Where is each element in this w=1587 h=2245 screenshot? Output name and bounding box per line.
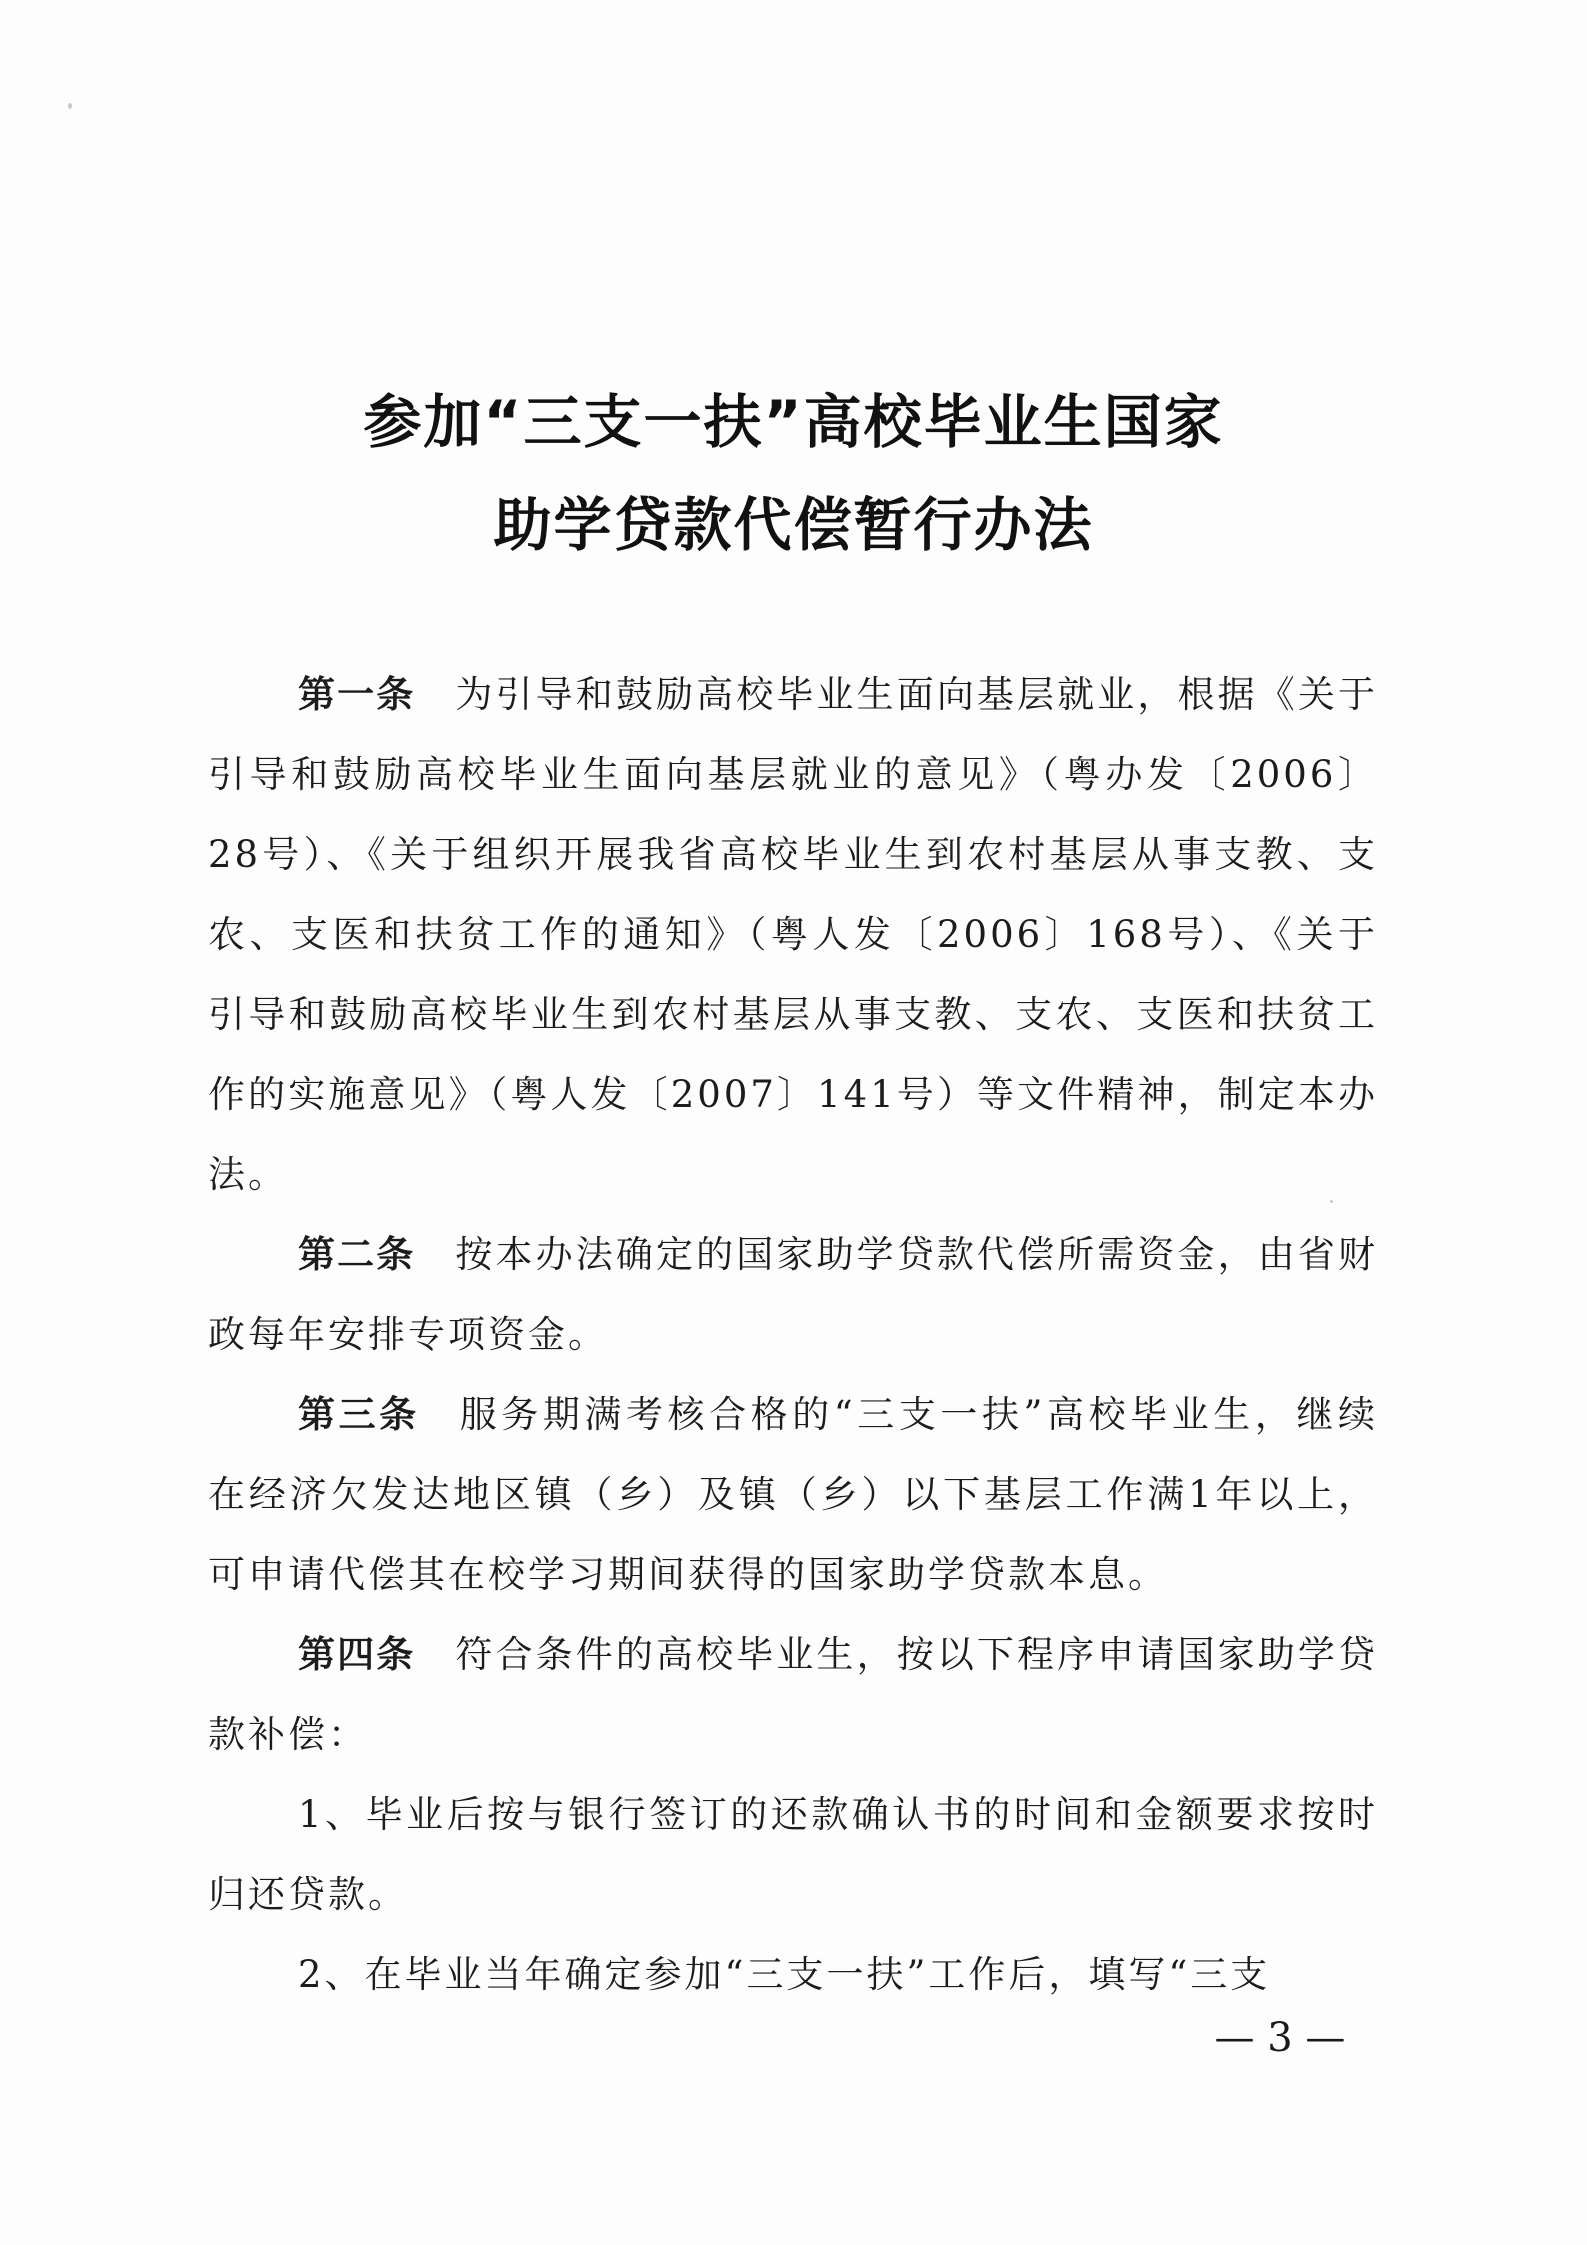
- document-body: [208, 655, 1378, 2015]
- article-text: 按本办法确定的国家助学贷款代偿所需资金，由省财政每年安排专项资金。: [208, 1233, 1379, 1356]
- article-2: [208, 1215, 1378, 1375]
- article-3: [208, 1375, 1378, 1615]
- document-title-line-1: 参加“三支一扶”高校毕业生国家: [363, 388, 1224, 456]
- procedure-item-1: [208, 1775, 1378, 1935]
- article-1: [208, 655, 1378, 1215]
- scan-speck: [68, 103, 72, 109]
- article-text: 符合条件的高校毕业生，按以下程序申请国家助学贷款补偿：: [208, 1633, 1379, 1756]
- procedure-item-2: [208, 1935, 1378, 2015]
- article-label: 第一条: [298, 673, 416, 716]
- article-text: 为引导和鼓励高校毕业生面向基层就业，根据《关于引导和鼓励高校毕业生面向基层就业的意见》（粤办发〔2006〕28号）、《关于组织开展我省高校毕业生到农村基层从事支教、支农、支医和扶贫工作的通知》（粤人发〔2006〕168号）、《关于引导和鼓励高校毕业生到农村基层从事支教、支农、支医和扶贫工作的实施意见》（粤人发〔2007〕141号）等文件精神，制定本办法。: [208, 673, 1379, 1196]
- article-label: 第四条: [298, 1633, 416, 1676]
- page-number: — 3 —: [1214, 2015, 1346, 2061]
- document-title-line-2: 助学贷款代偿暂行办法: [493, 491, 1094, 559]
- article-text: 服务期满考核合格的“三支一扶”高校毕业生，继续在经济欠发达地区镇（乡）及镇（乡）以下基层工作满1年以上，可申请代偿其在校学习期间获得的国家助学贷款本息。: [208, 1393, 1378, 1596]
- article-label: 第三条: [298, 1393, 420, 1436]
- article-label: 第二条: [298, 1233, 416, 1276]
- procedure-text: 1、毕业后按与银行签订的还款确认书的时间和金额要求按时归还贷款。: [208, 1793, 1378, 1916]
- procedure-text: 2、在毕业当年确定参加“三支一扶”工作后，填写“三支: [298, 1953, 1271, 1996]
- article-4: [208, 1615, 1378, 1775]
